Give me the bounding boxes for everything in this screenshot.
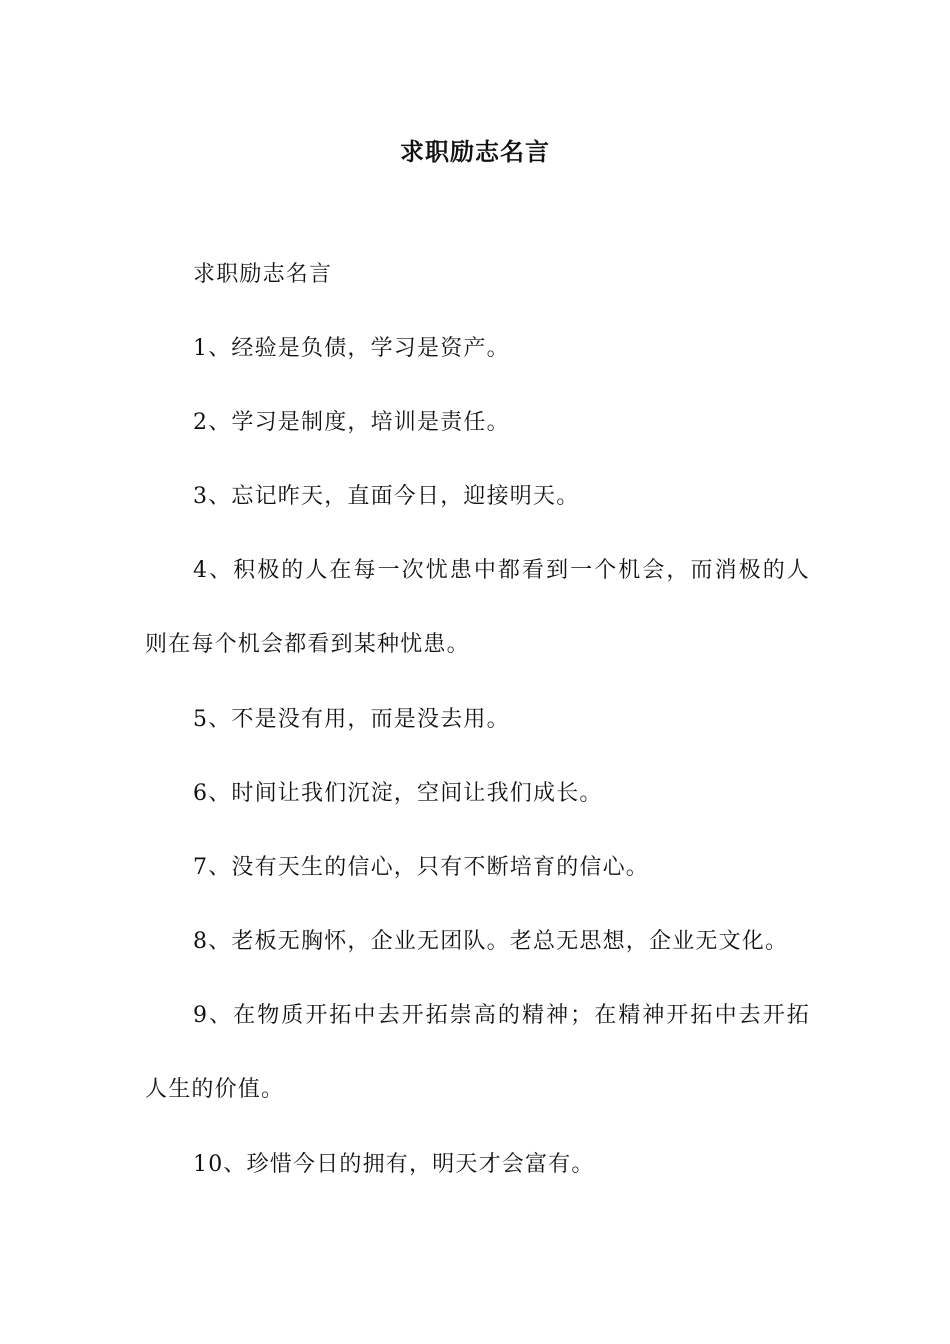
paragraph-spacer — [145, 886, 810, 923]
paragraph-7: 7、没有天生的信心，只有不断培育的信心。 — [193, 855, 649, 880]
paragraph-2: 2、学习是制度，培训是责任。 — [193, 410, 510, 435]
paragraph-3: 3、忘记昨天，直面今日，迎接明天。 — [193, 484, 580, 509]
paragraph-5: 5、不是没有用，而是没去用。 — [193, 707, 510, 732]
document-body — [145, 256, 810, 1183]
paragraph-heading: 求职励志名言 — [193, 262, 333, 287]
paragraph-spacer — [145, 738, 810, 775]
paragraph-spacer — [145, 441, 810, 478]
document-title: 求职励志名言 — [400, 137, 550, 166]
paragraph-10: 10、珍惜今日的拥有，明天才会富有。 — [193, 1152, 595, 1177]
paragraph-8: 8、老板无胸怀，企业无团队。老总无思想，企业无文化。 — [193, 929, 789, 954]
paragraph-spacer — [145, 812, 810, 849]
paragraph-spacer — [145, 293, 810, 330]
paragraph-6: 6、时间让我们沉淀，空间让我们成长。 — [193, 781, 603, 806]
paragraph-1: 1、经验是负债，学习是资产。 — [193, 336, 510, 361]
paragraph-9: 9、在物质开拓中去开拓崇高的精神；在精神开拓中去开拓人生的价值。 — [145, 1003, 810, 1102]
paragraph-4: 4、积极的人在每一次忧患中都看到一个机会，而消极的人则在每个机会都看到某种忧患。 — [145, 558, 810, 657]
paragraph-spacer — [145, 367, 810, 404]
